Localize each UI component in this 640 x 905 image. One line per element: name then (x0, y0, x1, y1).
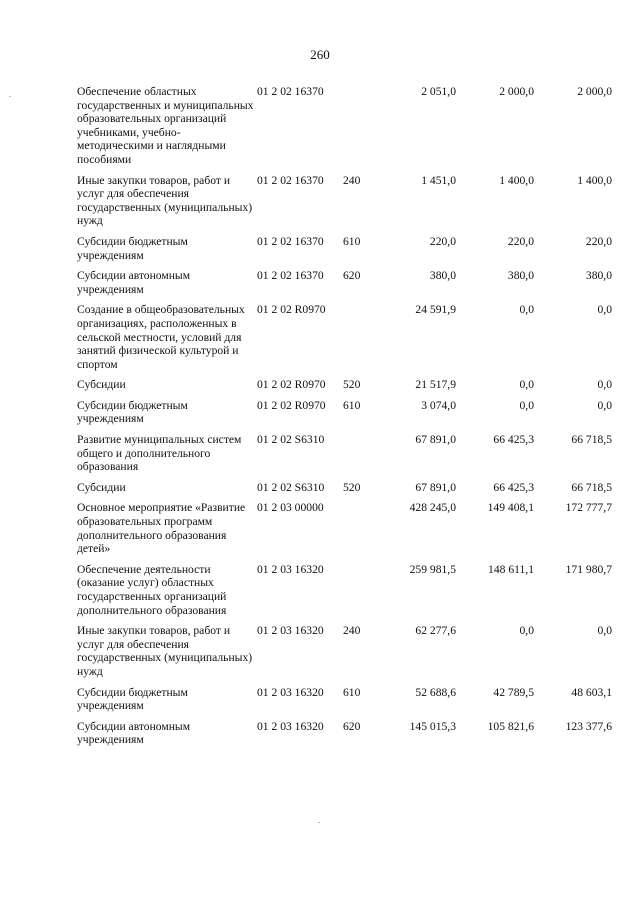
row-value-2: 0,0 (519, 303, 534, 317)
row-value-1: 2 051,0 (421, 85, 456, 98)
row-code: 01 2 02 S6310 (257, 480, 325, 494)
row-value-3: 123 377,6 (565, 719, 612, 733)
row-code: 01 2 02 16370 (257, 269, 324, 283)
table-row (77, 269, 612, 303)
row-value-3: 48 603,1 (571, 685, 612, 699)
row-value-1: 52 688,6 (415, 685, 456, 699)
row-value-2: 220,0 (507, 234, 534, 248)
row-code: 01 2 03 16320 (257, 562, 324, 576)
row-name: Субсидии бюджетным учреждениям (77, 234, 188, 262)
row-value-2: 148 611,1 (488, 562, 534, 576)
row-name: Иные закупки товаров, работ и услуг для обеспечения государственных (муниципальных) нужд (77, 624, 253, 678)
row-value-2: 42 789,5 (493, 685, 534, 699)
row-name: Субсидии бюджетным учреждениям (77, 398, 188, 426)
row-expense-type: 240 (343, 173, 361, 187)
row-expense-type: 620 (343, 269, 361, 283)
table-row (77, 686, 612, 720)
row-expense-type: 620 (343, 719, 361, 733)
row-expense-type: 240 (343, 624, 361, 638)
row-expense-type (343, 563, 371, 624)
row-code: 01 2 02 R0970 (257, 398, 326, 412)
row-value-2: 0,0 (519, 624, 534, 638)
table-row (77, 303, 612, 378)
scan-speck (318, 822, 320, 823)
row-code: 01 2 02 16370 (257, 85, 324, 98)
row-value-3: 0,0 (597, 398, 612, 412)
row-code: 01 2 02 16370 (257, 173, 324, 187)
table-row (77, 235, 612, 269)
table-row (77, 378, 612, 399)
budget-table (77, 85, 612, 754)
row-value-1: 380,0 (429, 269, 456, 283)
row-value-3: 66 718,5 (571, 480, 612, 494)
row-value-1: 62 277,6 (415, 624, 456, 638)
table-row (77, 501, 612, 562)
row-value-1: 21 517,9 (415, 378, 456, 392)
row-name: Основное мероприятие «Развитие образовательных программ дополнительного образования детей» (77, 501, 246, 556)
row-value-3: 0,0 (597, 303, 612, 317)
row-code: 01 2 03 16320 (257, 624, 324, 638)
row-value-1: 3 074,0 (421, 398, 456, 412)
table-row (77, 481, 612, 502)
row-code: 01 2 03 16320 (257, 719, 324, 733)
row-value-1: 428 245,0 (409, 501, 456, 515)
row-name: Создание в общеобразовательных организациях, расположенных в сельской местности, условий для занятий физической культурой и спортом (77, 303, 245, 371)
row-name: Субсидии автономным учреждениям (77, 269, 191, 296)
row-value-3: 380,0 (585, 269, 612, 283)
row-value-2: 1 400,0 (499, 173, 534, 187)
table-body (77, 85, 612, 754)
row-name: Субсидии (77, 480, 126, 494)
row-value-2: 105 821,6 (487, 719, 534, 733)
row-value-1: 220,0 (429, 234, 456, 248)
row-value-3: 172 777,7 (565, 501, 612, 515)
row-value-2: 0,0 (519, 378, 534, 392)
row-code: 01 2 03 16320 (257, 685, 324, 699)
row-value-3: 220,0 (585, 234, 612, 248)
row-expense-type (343, 433, 371, 481)
row-value-1: 145 015,3 (409, 719, 456, 733)
row-name: Обеспечение деятельности (оказание услуг) областных государственных организаций дополнительного образования (77, 562, 227, 617)
row-name: Развитие муниципальных систем общего и дополнительного образования (77, 433, 242, 474)
row-value-2: 0,0 (519, 398, 534, 412)
scan-speck (9, 96, 11, 97)
row-expense-type (343, 303, 371, 378)
row-name: Субсидии (77, 378, 126, 392)
table-row (77, 85, 612, 174)
row-value-3: 171 980,7 (565, 562, 612, 576)
table-row (77, 624, 612, 685)
row-name: Обеспечение областных государственных и муниципальных образовательных организаций учебниками, учебно-методическими и наглядными пособиями (77, 85, 254, 166)
row-code: 01 2 02 R0970 (257, 378, 326, 392)
row-value-1: 24 591,9 (415, 303, 456, 317)
row-value-1: 67 891,0 (415, 480, 456, 494)
row-value-2: 2 000,0 (499, 85, 534, 98)
row-expense-type: 610 (343, 685, 361, 699)
row-value-3: 2 000,0 (577, 85, 612, 98)
row-expense-type: 610 (343, 234, 361, 248)
row-value-2: 66 425,3 (493, 480, 534, 494)
row-value-3: 1 400,0 (577, 173, 612, 187)
table-row (77, 433, 612, 481)
row-value-2: 380,0 (507, 269, 534, 283)
row-value-3: 0,0 (597, 378, 612, 392)
row-expense-type (343, 501, 371, 562)
row-expense-type: 520 (343, 480, 361, 494)
row-expense-type: 610 (343, 398, 361, 412)
row-value-3: 0,0 (597, 624, 612, 638)
row-value-2: 66 425,3 (493, 433, 534, 447)
table-row (77, 563, 612, 624)
row-expense-type: 520 (343, 378, 361, 392)
row-name: Субсидии автономным учреждениям (77, 719, 191, 747)
table-row (77, 720, 612, 754)
row-name: Иные закупки товаров, работ и услуг для обеспечения государственных (муниципальных) нужд (77, 173, 253, 228)
row-code: 01 2 02 16370 (257, 234, 324, 248)
row-value-2: 149 408,1 (487, 501, 534, 515)
table-row (77, 174, 612, 235)
row-expense-type (343, 85, 371, 174)
row-value-1: 67 891,0 (415, 433, 456, 447)
row-name: Субсидии бюджетным учреждениям (77, 685, 188, 713)
row-value-1: 259 981,5 (409, 562, 456, 576)
row-code: 01 2 02 S6310 (257, 433, 325, 447)
row-value-1: 1 451,0 (421, 173, 456, 187)
row-code: 01 2 02 R0970 (257, 303, 326, 317)
row-value-3: 66 718,5 (571, 433, 612, 447)
table-row (77, 399, 612, 433)
page-number: 260 (310, 47, 330, 62)
row-code: 01 2 03 00000 (257, 501, 324, 515)
